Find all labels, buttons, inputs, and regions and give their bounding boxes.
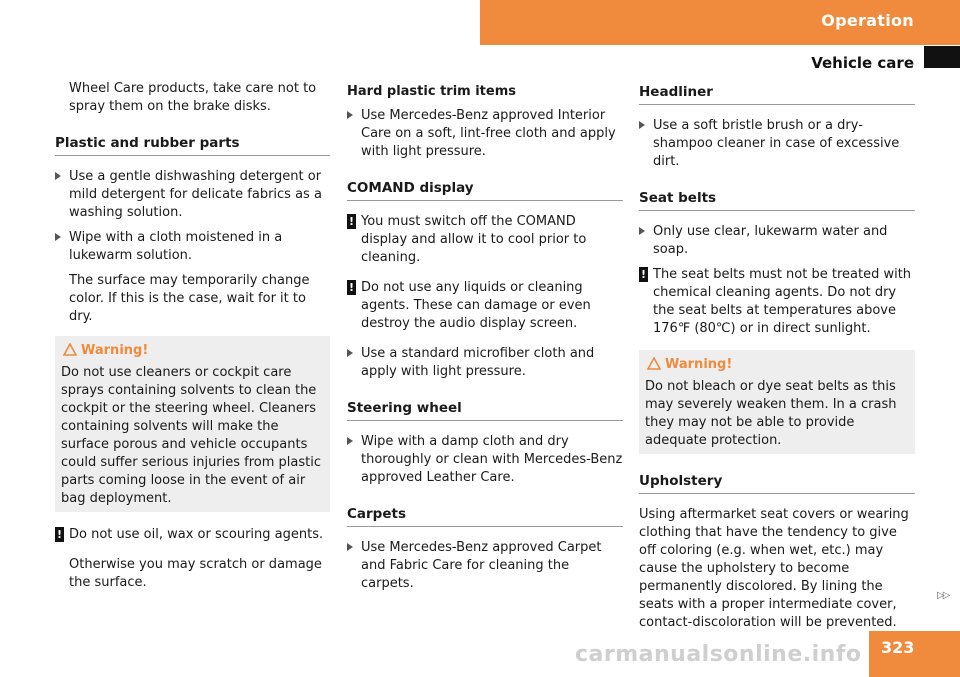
list-item: Use Mercedes-Benz approved Interior Care on a soft, lint-free cloth and apply with light pressure. [347,107,623,161]
section-title: Operation [821,11,914,30]
watermark: carmanualsonline.info [575,642,862,667]
caution-icon: ! [348,281,355,294]
warning-triangle-icon [647,357,661,370]
caution-note: ! You must switch off the COMAND display and allow it to cool prior to cleaning. [348,214,587,265]
warning-title: Warning! [61,342,324,360]
note-followup: Otherwise you may scratch or damage the surface. [69,557,322,590]
heading-upholstery: Upholstery [639,472,915,494]
list-item: Use a gentle dishwashing detergent or mild detergent for delicate fabrics as a washing solution. [55,168,330,222]
bullet-arrow-icon [55,172,61,180]
page-number: 323 [881,638,915,657]
heading-headliner: Headliner [639,83,915,105]
bullet-arrow-icon [347,437,353,445]
warning-box [55,336,330,512]
list-item: Only use clear, lukewarm water and soap. [639,223,915,259]
upholstery-paragraph: Using aftermarket seat covers or wearing clothing that have the tendency to give off coloring (e.g. when wet, etc.) may cause the upholstery to become permanently discolored. By lining the seats with a proper intermediate cover, contact-discoloration will be prevented. [639,507,909,630]
warning-text: Do not bleach or dye seat belts as this may severely weaken them. In a crash they may not be able to provide adequate protection. [645,379,897,448]
heading-comand-display: COMAND display [347,179,623,201]
bullet-arrow-icon [347,349,353,357]
list-item: Use Mercedes-Benz approved Carpet and Fabric Care for cleaning the carpets. [347,539,623,593]
column-3 [639,80,915,642]
thumb-tab [924,46,960,68]
bullet-arrow-icon [347,111,353,119]
page-number-box [869,631,960,677]
caution-note: ! The seat belts must not be treated with chemical cleaning agents. Do not dry the seat belts at temperatures above 176℉ (80℃) or in direct sunlight. [640,267,912,336]
bullet-arrow-icon [639,227,645,235]
followup-paragraph: The surface may temporarily change color. If this is the case, wait for it to dry. [69,273,310,324]
section-tab [480,0,960,45]
warning-box [639,350,915,454]
heading-steering-wheel: Steering wheel [347,399,623,421]
column-2 [347,80,623,600]
bullet-arrow-icon [347,543,353,551]
caution-note: ! Do not use any liquids or cleaning agents. These can damage or even destroy the audio display screen. [348,280,591,331]
caution-icon: ! [348,215,355,228]
intro-paragraph: Wheel Care products, take care not to spray them on the brake disks. [69,81,317,114]
list-item: Use a soft bristle brush or a dry-shampoo cleaner in case of excessive dirt. [639,117,915,171]
heading-carpets: Carpets [347,505,623,527]
list-item: Wipe with a damp cloth and dry thoroughly or clean with Mercedes-Benz approved Leather Care. [347,433,623,487]
heading-seat-belts: Seat belts [639,189,915,211]
heading-plastic-rubber: Plastic and rubber parts [55,134,330,156]
heading-hard-plastic: Hard plastic trim items [347,84,516,99]
warning-text: Do not use cleaners or cockpit care sprays containing solvents to clean the cockpit or the steering wheel. Cleaners containing solvents will make the surface porous and vehicle occupants could suffer serious injuries from plastic parts coming loose in the event of air bag deployment. [61,365,322,506]
bullet-arrow-icon [639,121,645,129]
caution-icon: ! [640,268,647,281]
list-item: Use a standard microfiber cloth and apply with light pressure. [347,345,623,381]
caution-note: ! Do not use oil, wax or scouring agents. [56,527,324,542]
caution-icon: ! [56,528,63,541]
list-item: Wipe with a cloth moistened in a lukewarm solution. [55,229,330,265]
bullet-arrow-icon [55,233,61,241]
warning-title: Warning! [645,356,909,374]
continue-arrows-icon: ▷▷ [937,590,949,601]
chapter-title: Vehicle care [811,54,914,72]
warning-triangle-icon [63,343,77,356]
column-1 [55,80,330,602]
